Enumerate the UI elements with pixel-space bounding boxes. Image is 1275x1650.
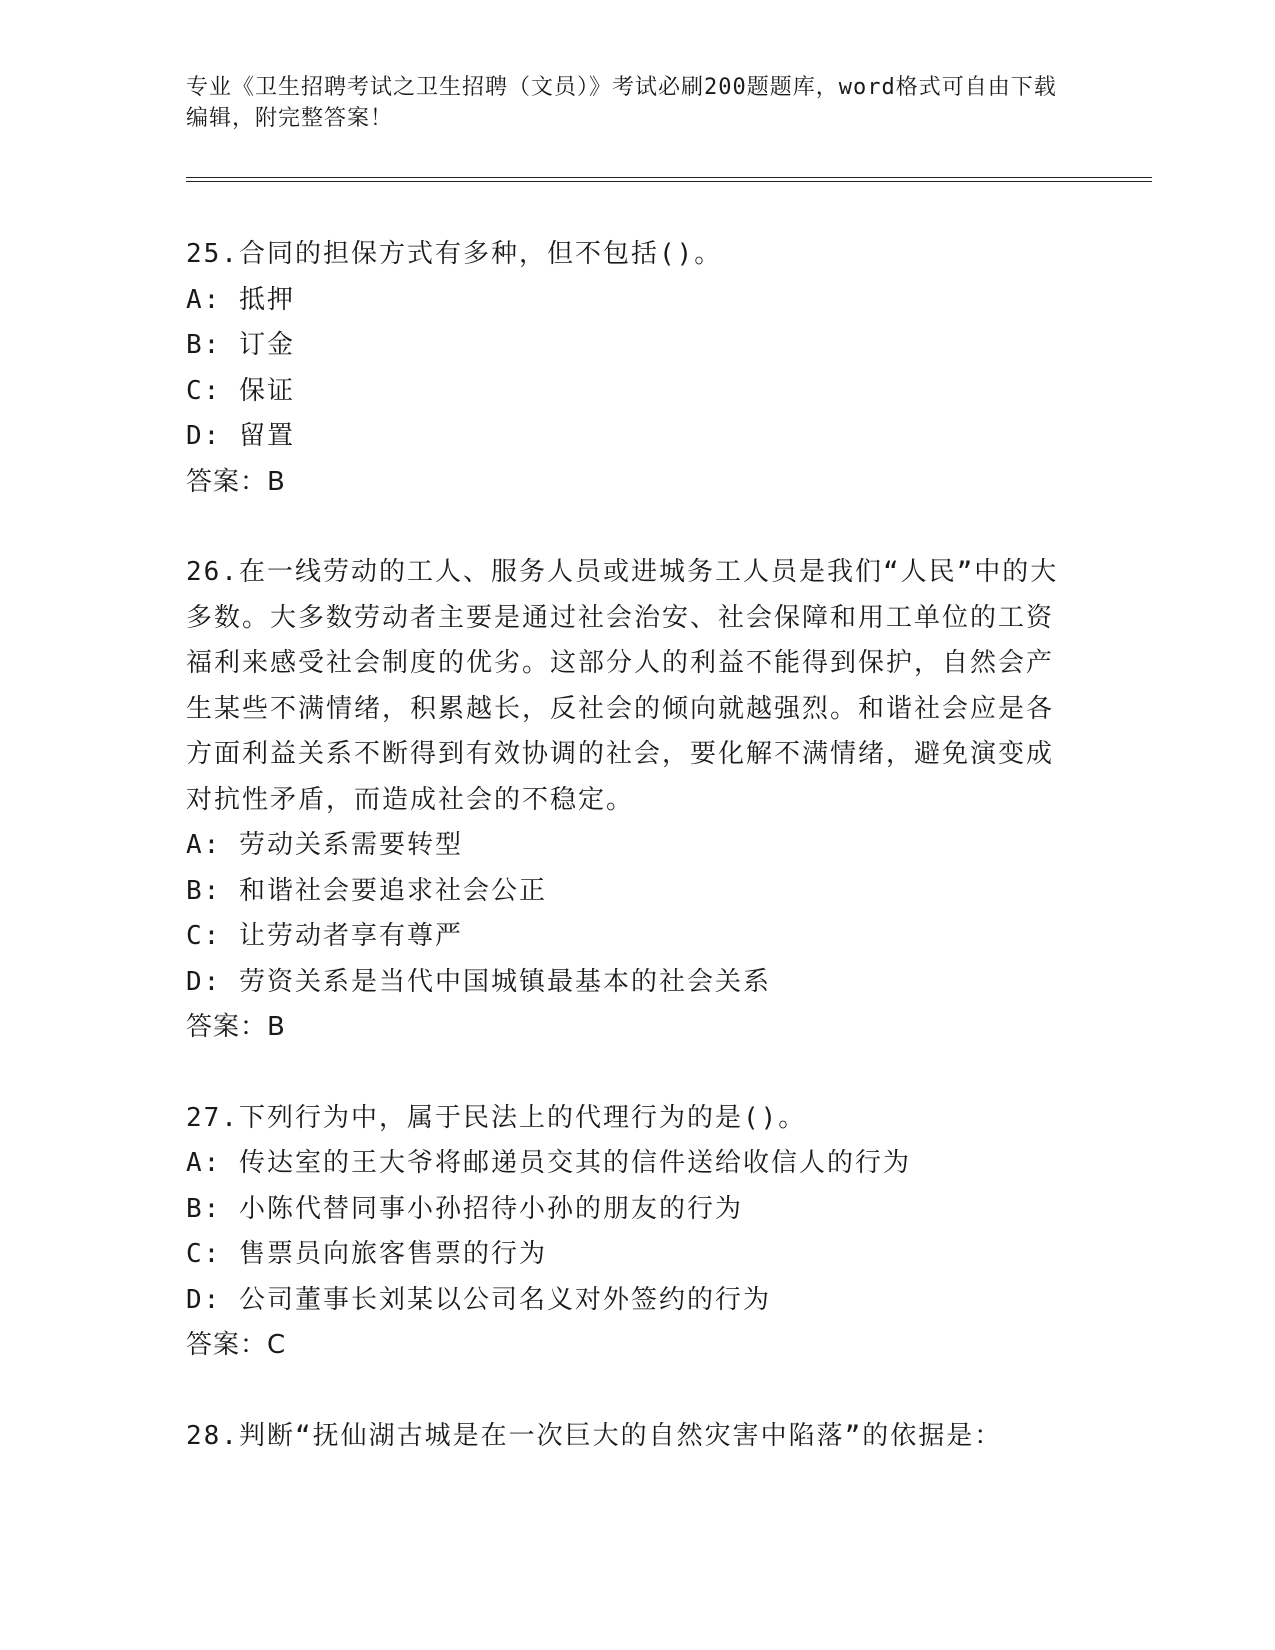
question-stem: 27.下列行为中，属于民法上的代理行为的是()。 <box>186 1102 807 1133</box>
question-stem: 28.判断“抚仙湖古城是在一次巨大的自然灾害中陷落”的依据是： <box>186 1420 1003 1451</box>
header-divider <box>186 177 1152 182</box>
option-a: A: 传达室的王大爷将邮递员交其的信件送给收信人的行为 <box>186 1148 911 1178</box>
question-27 <box>186 1096 1076 1369</box>
document-header <box>186 72 1066 134</box>
question-25 <box>186 232 1076 505</box>
option-c: C: 保证 <box>186 375 295 406</box>
question-28 <box>186 1414 1076 1460</box>
option-d: D: 劳资关系是当代中国城镇最基本的社会关系 <box>186 966 771 997</box>
option-c: C: 让劳动者享有尊严 <box>186 921 463 951</box>
option-b: B: 和谐社会要追求社会公正 <box>186 875 547 906</box>
question-26 <box>186 550 1076 1051</box>
answer: 答案：B <box>186 1012 286 1042</box>
header-title: 专业《卫生招聘考试之卫生招聘（文员）》考试必刷200题题库，word格式可自由下载编辑，附完整答案！ <box>186 75 1057 131</box>
question-list <box>186 232 1076 1504</box>
option-c: C: 售票员向旅客售票的行为 <box>186 1239 547 1269</box>
option-d: D: 留置 <box>186 421 295 451</box>
option-b: B: 订金 <box>186 330 295 360</box>
option-d: D: 公司董事长刘某以公司名义对外签约的行为 <box>186 1284 771 1315</box>
option-a: A: 抵押 <box>186 284 295 315</box>
question-stem: 26.在一线劳动的工人、服务人员或进城务工人员是我们“人民”中的大多数。大多数劳动者主要是通过社会治安、社会保障和用工单位的工资福利来感受社会制度的优劣。这部分人的利益不能得到保护，自然会产生某些不满情绪，积累越长，反社会的倾向就越强烈。和谐社会应是各方面利益关系不断得到有效协调的社会，要化解不满情绪，避免演变成对抗性矛盾，而造成社会的不稳定。 <box>186 557 1059 815</box>
question-stem: 25.合同的担保方式有多种，但不包括()。 <box>186 239 723 269</box>
option-a: A: 劳动关系需要转型 <box>186 830 463 860</box>
option-b: B: 小陈代替同事小孙招待小孙的朋友的行为 <box>186 1193 743 1224</box>
answer: 答案：C <box>186 1330 287 1360</box>
answer: 答案：B <box>186 466 286 497</box>
